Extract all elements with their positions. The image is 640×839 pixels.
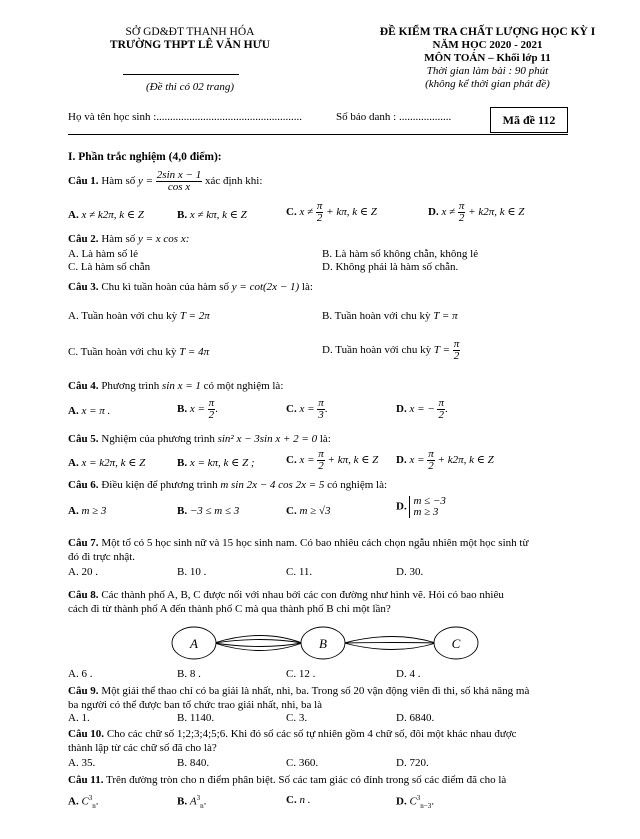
city-c-label: C <box>451 636 461 651</box>
question-5: Câu 5. Nghiệm của phương trình sin² x − 3sin x + 2 = 0 là: <box>68 433 331 445</box>
q1-option-a: A. x ≠ k2π, k ∈ Z <box>68 209 144 221</box>
q8-line-2: cách đi từ thành phố A đến thành phố C mà qua thành phố B chỉ một lần? <box>68 603 391 615</box>
q10-option-c: C. 360. <box>286 757 319 769</box>
q2-option-c: C. Là hàm số chẵn <box>68 261 151 273</box>
section-title: I. Phần trắc nghiệm (4,0 điểm): <box>68 151 222 163</box>
q6-option-b: B. −3 ≤ m ≤ 3 <box>177 505 240 517</box>
q6-option-d: D. m ≤ −3 m ≥ 3 <box>396 495 446 518</box>
q8-option-c: C. 12 . <box>286 668 316 680</box>
q5-option-d: D. x = $\frac{\pi}{2}$ + k2π, k ∈ Z <box>396 448 494 472</box>
q3-option-c: C. Tuần hoàn với chu kỳ T = 4π <box>68 346 210 358</box>
q10-line-2: thành lập từ các chữ số đã cho là? <box>68 742 217 754</box>
q4-option-a: A. x = π . <box>68 405 111 417</box>
q4-option-c: C. x = $\frac{\pi}{3}$ . <box>286 397 328 421</box>
school-year: NĂM HỌC 2020 - 2021 <box>432 39 543 51</box>
q10-option-b: B. 840. <box>177 757 210 769</box>
q10-option-a: A. 35. <box>68 757 96 769</box>
question-11: Câu 11. Trên đường tròn cho n điểm phân biệt. Số các tam giác có đỉnh trong số các điểm đã cho là <box>68 774 507 786</box>
q9-option-d: D. 6840. <box>396 712 435 724</box>
question-8: Câu 8. Các thành phố A, B, C được nối với nhau bởi các con đường như hình vẽ. Hỏi có bao nhiêu <box>68 589 504 601</box>
q7-option-c: C. 11. <box>286 566 313 578</box>
q3-option-b: B. Tuần hoàn với chu kỳ T = π <box>322 310 458 322</box>
q6-option-a: A. m ≥ 3 <box>68 505 107 517</box>
q6-option-c: C. m ≥ √3 <box>286 505 331 517</box>
q3-option-d: D. Tuần hoàn với chu kỳ T = $\frac{\pi}{2}$ <box>322 338 460 362</box>
road-bc-3 <box>344 643 436 650</box>
q1-option-b: B. x ≠ kπ, k ∈ Z <box>177 209 247 221</box>
pages-note: (Đề thi có 02 trang) <box>146 81 234 93</box>
road-ab-2 <box>214 640 302 644</box>
q5-option-c: C. x = $\frac{\pi}{2}$ + kπ, k ∈ Z <box>286 448 379 472</box>
q2-option-b: B. Là hàm số không chẵn, không lẻ <box>322 248 479 260</box>
q8-option-a: A. 6 . <box>68 668 93 680</box>
question-3: Câu 3. Chu kì tuần hoàn của hàm số y = cot(2x − 1) là: <box>68 281 313 293</box>
q2-option-a: A. Là hàm số lẻ <box>68 248 138 260</box>
q1-option-d: D. x ≠ $\frac{\pi}{2}$ + k2π, k ∈ Z <box>428 200 525 224</box>
q8-option-b: B. 8 . <box>177 668 201 680</box>
q9-line-2: ba người có thể được ban tổ chức trao giải nhất, nhì, ba là <box>68 699 323 711</box>
q1-option-c: C. x ≠ $\frac{\pi}{2}$ + kπ, k ∈ Z <box>286 200 377 224</box>
question-7: Câu 7. Một tổ có 5 học sinh nữ và 15 học sinh nam. Có bao nhiêu cách chọn ngẫu nhiên một học sinh từ <box>68 537 529 549</box>
question-9: Câu 9. Một giải thể thao chỉ có ba giải là nhất, nhì, ba. Trong số 20 vận động viên đi thi, số khả năng mà <box>68 685 530 697</box>
q1-label: Câu 1. <box>68 175 99 188</box>
q9-option-a: A. 1. <box>68 712 90 724</box>
q11-option-d: D. $C^3_{n-3}$. <box>396 794 434 810</box>
subject: MÔN TOÁN – Khối lớp 11 <box>424 52 551 64</box>
header-bottom-rule <box>68 134 568 135</box>
dept-name: SỞ GD&ĐT THANH HÓA <box>125 26 255 38</box>
q5-option-b: B. x = kπ, k ∈ Z ; <box>177 457 255 469</box>
exam-code-box: Mã đề 112 <box>490 107 568 133</box>
time-note: (không kể thời gian phát đề) <box>425 78 550 90</box>
q1-text-end: xác định khi: <box>204 175 263 188</box>
student-id-field: Số báo danh : ................... <box>336 111 452 123</box>
road-bc-2 <box>344 643 436 644</box>
q4-option-d: D. x = − $\frac{\pi}{2}$ . <box>396 397 448 421</box>
city-b-label: B <box>319 636 327 651</box>
question-1 <box>68 170 262 193</box>
q1-fraction: $\frac{\text{2sin x − 1}}{\text{cos x}}$ <box>156 169 202 193</box>
road-ab-3 <box>214 643 302 647</box>
city-road-diagram <box>170 622 480 668</box>
q3-option-a: A. Tuần hoàn với chu kỳ T = 2π <box>68 310 210 322</box>
q2-option-d: D. Không phải là hàm số chẵn. <box>322 261 459 273</box>
exam-title: ĐỀ KIỂM TRA CHẤT LƯỢNG HỌC KỲ I <box>379 26 596 38</box>
q11-option-b: B. $A^3_n$. <box>177 794 207 810</box>
question-4: Câu 4. Phương trình sin x = 1 có một nghiệm là: <box>68 380 284 392</box>
city-a-label: A <box>190 636 198 651</box>
q7-option-a: A. 20 . <box>68 566 98 578</box>
school-name: TRƯỜNG THPT LÊ VĂN HƯU <box>109 39 271 51</box>
student-name-field: Họ và tên học sinh :..................................................... <box>68 111 303 123</box>
q7-option-d: D. 30. <box>396 566 424 578</box>
q10-option-d: D. 720. <box>396 757 429 769</box>
q11-option-a: A. $C^3_n$. <box>68 794 99 810</box>
question-10: Câu 10. Cho các chữ số 1;2;3;4;5;6. Khi đó số các số tự nhiên gồm 4 chữ số, đôi một khác nhau được <box>68 728 517 740</box>
q4-option-b: B. x = $\frac{\pi}{2}$ . <box>177 397 218 421</box>
q11-option-c: C. n . <box>286 794 311 806</box>
q9-option-c: C. 3. <box>286 712 308 724</box>
road-bc-1 <box>344 637 436 644</box>
question-2: Câu 2. Hàm số y = x cos x: <box>68 233 190 245</box>
header-divider <box>123 74 239 75</box>
question-6: Câu 6. Điều kiện để phương trình m sin 2x − 4 cos 2x = 5 có nghiệm là: <box>68 479 388 491</box>
q7-line-2: đó đi trực nhật. <box>68 551 136 563</box>
q8-option-d: D. 4 . <box>396 668 421 680</box>
q1-math: y = <box>137 175 154 188</box>
q7-option-b: B. 10 . <box>177 566 207 578</box>
q1-text: Hàm số <box>101 175 136 188</box>
exam-time: Thời gian làm bài : 90 phút <box>426 65 549 77</box>
q5-option-a: A. x = k2π, k ∈ Z <box>68 457 146 469</box>
q9-option-b: B. 1140. <box>177 712 215 724</box>
